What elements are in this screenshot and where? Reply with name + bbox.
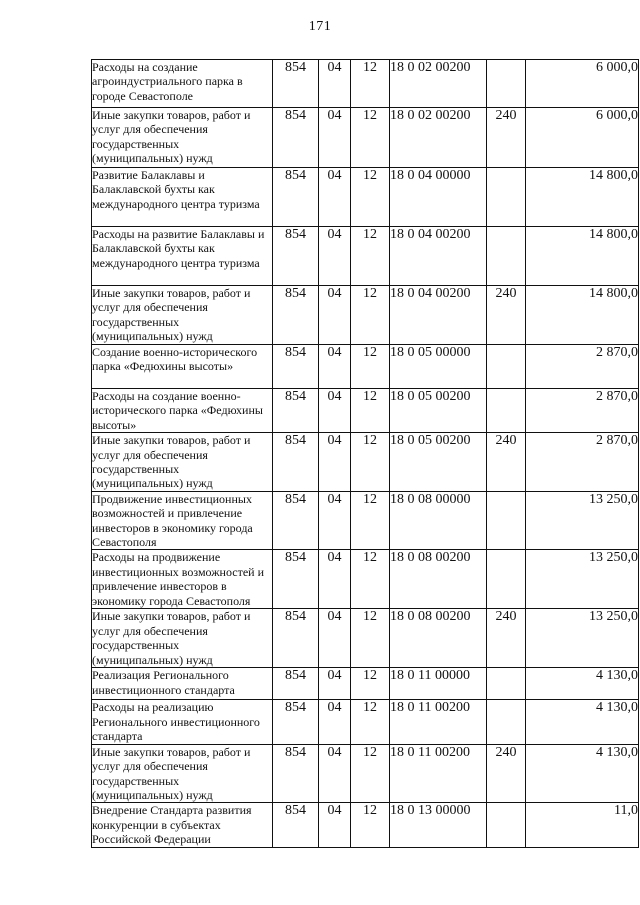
row-expense-type: 240	[487, 744, 526, 803]
table-row	[92, 286, 639, 345]
row-name: Развитие Балаклавы и Балаклавской бухты как международного центра туризма	[92, 168, 273, 227]
row-subsection-code: 12	[351, 491, 390, 550]
row-expense-type: 240	[487, 609, 526, 668]
row-name: Иные закупки товаров, работ и услуг для обеспечения государственных (муниципальных) нужд	[92, 609, 273, 668]
row-subsection-code: 12	[351, 345, 390, 389]
row-name: Иные закупки товаров, работ и услуг для обеспечения государственных (муниципальных) нужд	[92, 286, 273, 345]
row-target-article: 18 0 08 00200	[390, 609, 487, 668]
row-target-article: 18 0 05 00000	[390, 345, 487, 389]
row-expense-type	[487, 668, 526, 700]
row-grbs-code: 854	[273, 550, 319, 609]
table-row	[92, 108, 639, 168]
table-row	[92, 803, 639, 847]
row-section-code: 04	[319, 345, 351, 389]
table-row	[92, 550, 639, 609]
row-section-code: 04	[319, 389, 351, 433]
page-number: 171	[308, 19, 332, 34]
row-name: Создание военно-исторического парка «Федюхины высоты»	[92, 345, 273, 389]
row-target-article: 18 0 13 00000	[390, 803, 487, 847]
row-expense-type	[487, 389, 526, 433]
row-amount: 11,0	[526, 803, 639, 847]
row-grbs-code: 854	[273, 345, 319, 389]
row-grbs-code: 854	[273, 609, 319, 668]
row-name: Внедрение Стандарта развития конкуренции в субъектах Российской Федерации	[92, 803, 273, 847]
row-amount: 13 250,0	[526, 550, 639, 609]
row-section-code: 04	[319, 433, 351, 492]
row-grbs-code: 854	[273, 433, 319, 492]
table-row	[92, 345, 639, 389]
table-row	[92, 744, 639, 803]
table-row	[92, 433, 639, 492]
row-expense-type: 240	[487, 433, 526, 492]
row-name: Расходы на реализацию Регионального инвестиционного стандарта	[92, 700, 273, 744]
row-section-code: 04	[319, 550, 351, 609]
row-expense-type	[487, 700, 526, 744]
table-row	[92, 389, 639, 433]
row-grbs-code: 854	[273, 803, 319, 847]
table-row	[92, 700, 639, 744]
row-grbs-code: 854	[273, 168, 319, 227]
row-target-article: 18 0 11 00200	[390, 700, 487, 744]
row-grbs-code: 854	[273, 668, 319, 700]
row-section-code: 04	[319, 108, 351, 168]
row-subsection-code: 12	[351, 433, 390, 492]
row-expense-type: 240	[487, 286, 526, 345]
row-target-article: 18 0 08 00200	[390, 550, 487, 609]
row-subsection-code: 12	[351, 700, 390, 744]
row-grbs-code: 854	[273, 60, 319, 108]
row-section-code: 04	[319, 744, 351, 803]
row-grbs-code: 854	[273, 286, 319, 345]
row-grbs-code: 854	[273, 491, 319, 550]
row-name: Иные закупки товаров, работ и услуг для обеспечения государственных (муниципальных) нужд	[92, 744, 273, 803]
row-section-code: 04	[319, 700, 351, 744]
row-grbs-code: 854	[273, 108, 319, 168]
table-row	[92, 491, 639, 550]
row-name: Расходы на создание агроиндустриального парка в городе Севастополе	[92, 60, 273, 108]
row-name: Расходы на развитие Балаклавы и Балаклавской бухты как международного центра туризма	[92, 227, 273, 286]
row-target-article: 18 0 05 00200	[390, 433, 487, 492]
row-target-article: 18 0 05 00200	[390, 389, 487, 433]
row-amount: 4 130,0	[526, 700, 639, 744]
row-amount: 13 250,0	[526, 609, 639, 668]
row-expense-type	[487, 550, 526, 609]
row-subsection-code: 12	[351, 744, 390, 803]
row-expense-type	[487, 60, 526, 108]
row-subsection-code: 12	[351, 609, 390, 668]
row-subsection-code: 12	[351, 668, 390, 700]
table-row	[92, 168, 639, 227]
row-target-article: 18 0 04 00200	[390, 227, 487, 286]
row-amount: 13 250,0	[526, 491, 639, 550]
row-expense-type	[487, 227, 526, 286]
row-amount: 2 870,0	[526, 433, 639, 492]
row-section-code: 04	[319, 668, 351, 700]
row-subsection-code: 12	[351, 389, 390, 433]
row-amount: 4 130,0	[526, 668, 639, 700]
table-row	[92, 60, 639, 108]
budget-table	[91, 59, 639, 848]
table-row	[92, 227, 639, 286]
row-subsection-code: 12	[351, 168, 390, 227]
row-expense-type	[487, 168, 526, 227]
row-amount: 2 870,0	[526, 345, 639, 389]
row-name: Продвижение инвестиционных возможностей и привлечение инвесторов в экономику города Севастополя	[92, 491, 273, 550]
row-amount: 14 800,0	[526, 227, 639, 286]
row-subsection-code: 12	[351, 803, 390, 847]
row-amount: 14 800,0	[526, 286, 639, 345]
row-name: Иные закупки товаров, работ и услуг для обеспечения государственных (муниципальных) нужд	[92, 108, 273, 168]
row-target-article: 18 0 02 00200	[390, 108, 487, 168]
row-section-code: 04	[319, 609, 351, 668]
row-expense-type	[487, 345, 526, 389]
row-section-code: 04	[319, 168, 351, 227]
row-name: Расходы на продвижение инвестиционных возможностей и привлечение инвесторов в экономику города Севастополя	[92, 550, 273, 609]
row-amount: 4 130,0	[526, 744, 639, 803]
table-row	[92, 609, 639, 668]
row-subsection-code: 12	[351, 108, 390, 168]
row-subsection-code: 12	[351, 286, 390, 345]
row-grbs-code: 854	[273, 700, 319, 744]
row-target-article: 18 0 11 00000	[390, 668, 487, 700]
row-target-article: 18 0 02 00200	[390, 60, 487, 108]
row-amount: 14 800,0	[526, 168, 639, 227]
row-subsection-code: 12	[351, 227, 390, 286]
row-section-code: 04	[319, 227, 351, 286]
row-subsection-code: 12	[351, 60, 390, 108]
row-grbs-code: 854	[273, 227, 319, 286]
row-amount: 2 870,0	[526, 389, 639, 433]
row-section-code: 04	[319, 60, 351, 108]
row-target-article: 18 0 04 00200	[390, 286, 487, 345]
table-row	[92, 668, 639, 700]
row-amount: 6 000,0	[526, 60, 639, 108]
row-amount: 6 000,0	[526, 108, 639, 168]
row-expense-type	[487, 491, 526, 550]
row-expense-type: 240	[487, 108, 526, 168]
row-name: Иные закупки товаров, работ и услуг для обеспечения государственных (муниципальных) нужд	[92, 433, 273, 492]
row-section-code: 04	[319, 491, 351, 550]
row-grbs-code: 854	[273, 744, 319, 803]
row-grbs-code: 854	[273, 389, 319, 433]
row-section-code: 04	[319, 286, 351, 345]
row-name: Расходы на создание военно-исторического парка «Федюхины высоты»	[92, 389, 273, 433]
row-subsection-code: 12	[351, 550, 390, 609]
row-target-article: 18 0 11 00200	[390, 744, 487, 803]
row-target-article: 18 0 08 00000	[390, 491, 487, 550]
row-name: Реализация Регионального инвестиционного стандарта	[92, 668, 273, 700]
budget-table-body	[92, 60, 639, 848]
row-section-code: 04	[319, 803, 351, 847]
row-target-article: 18 0 04 00000	[390, 168, 487, 227]
row-expense-type	[487, 803, 526, 847]
